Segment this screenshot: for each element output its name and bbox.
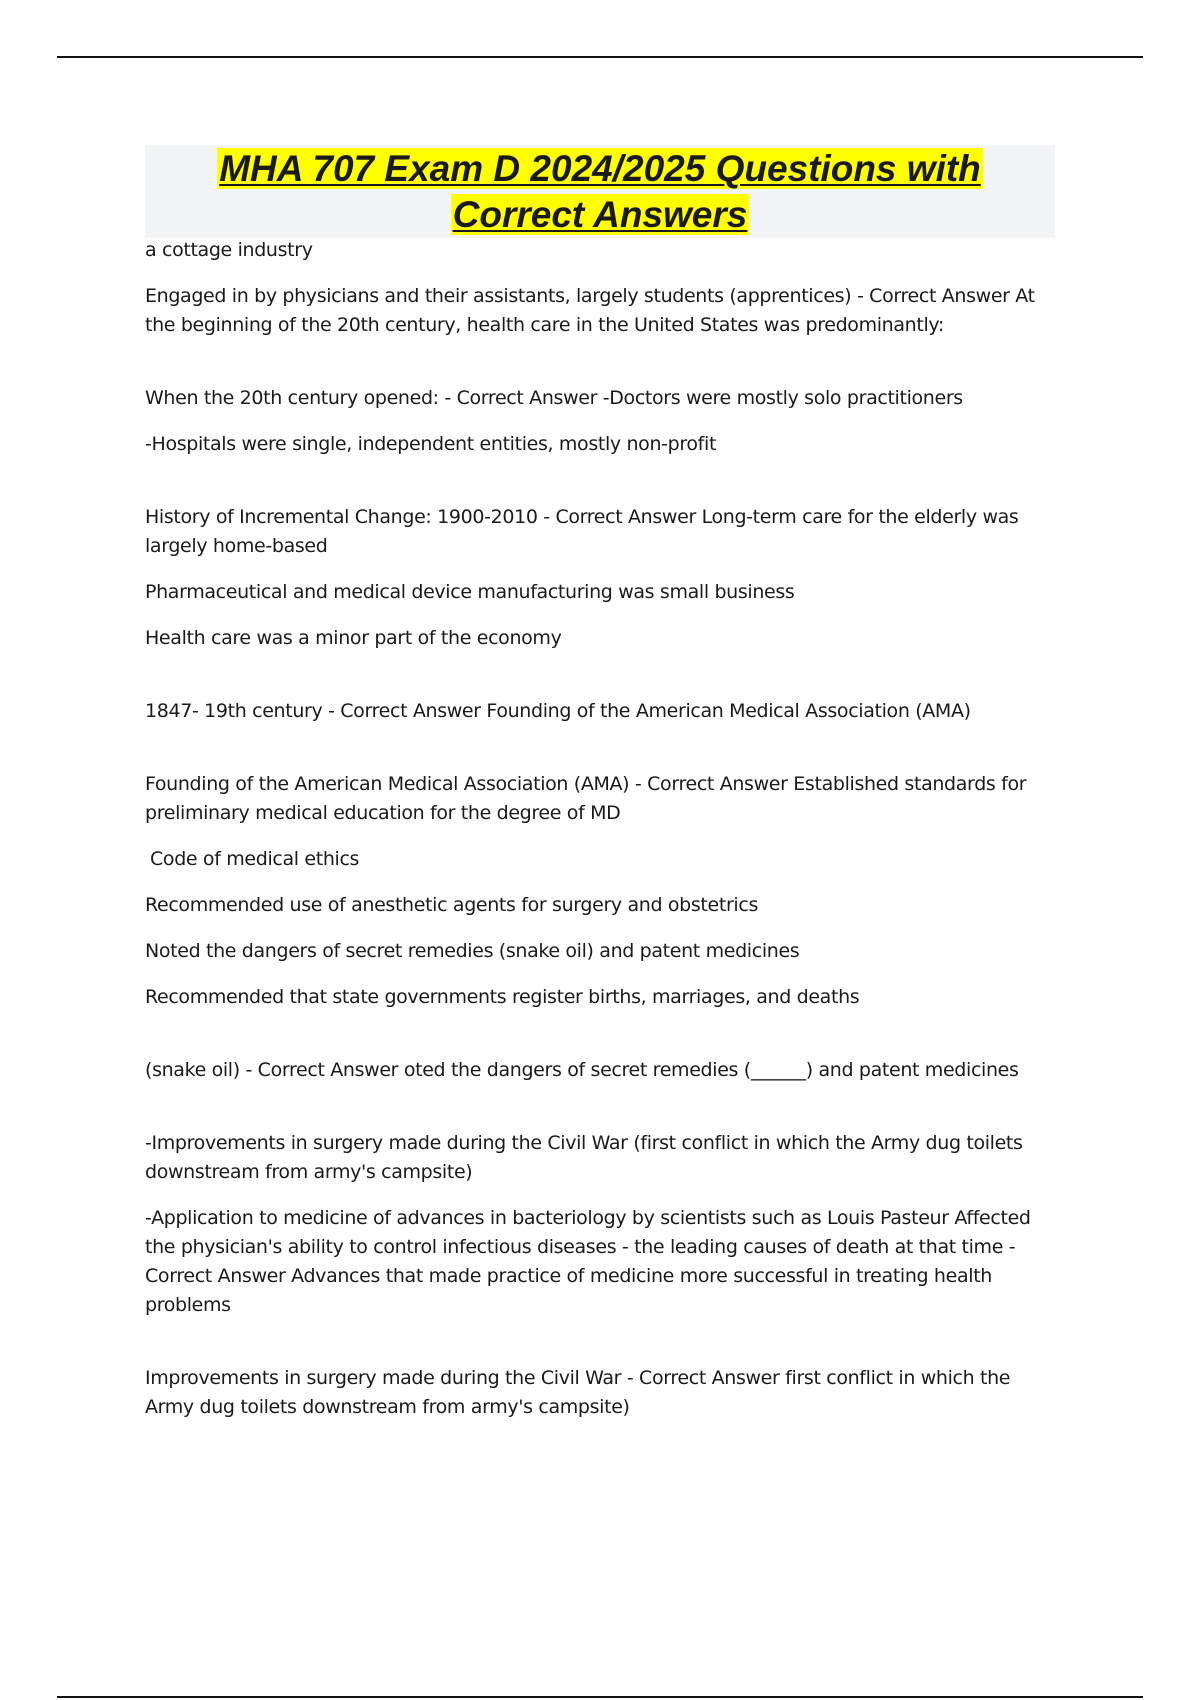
title-line-2: Correct Answers xyxy=(452,194,748,235)
bottom-rule xyxy=(57,1696,1143,1698)
paragraph: Pharmaceutical and medical device manufacturing was small business xyxy=(145,581,795,603)
paragraph: 1847- 19th century - Correct Answer Founding of the American Medical Association (AMA) xyxy=(145,700,971,722)
paragraph: Code of medical ethics xyxy=(150,848,360,870)
paragraph: Improvements in surgery made during the Civil War - Correct Answer first conflict in which the Army dug toilets downstream from army's campsite) xyxy=(145,1367,1011,1418)
paragraph: -Hospitals were single, independent entities, mostly non-profit xyxy=(145,433,717,455)
paragraph: -Application to medicine of advances in bacteriology by scientists such as Louis Pasteur Affected the physician's ability to control infectious diseases - the leading causes of death at that time - Correct Answer Advances that made practice of medicine more successful in treating health problems xyxy=(145,1207,1031,1316)
paragraph: Recommended use of anesthetic agents for surgery and obstetrics xyxy=(145,894,758,916)
paragraph: Founding of the American Medical Association (AMA) - Correct Answer Established standards for preliminary medical education for the degree of MD xyxy=(145,773,1027,824)
top-rule xyxy=(57,56,1143,58)
paragraph: Engaged in by physicians and their assistants, largely students (apprentices) - Correct Answer At the beginning of the 20th century, health care in the United States was predominantly: xyxy=(145,285,1035,336)
paragraph: History of Incremental Change: 1900-2010 - Correct Answer Long-term care for the elderly was largely home-based xyxy=(145,506,1019,557)
paragraph: a cottage industry xyxy=(145,239,313,261)
paragraph: (snake oil) - Correct Answer oted the dangers of secret remedies (______) and patent medicines xyxy=(145,1059,1019,1081)
title-banner xyxy=(145,145,1055,238)
title-line-1: MHA 707 Exam D 2024/2025 Questions with xyxy=(219,148,981,189)
paragraph: When the 20th century opened: - Correct Answer -Doctors were mostly solo practitioners xyxy=(145,387,963,409)
paragraph: -Improvements in surgery made during the Civil War (first conflict in which the Army dug toilets downstream from army's campsite) xyxy=(145,1132,1023,1183)
document-body xyxy=(145,236,1045,1439)
paragraph: Recommended that state governments register births, marriages, and deaths xyxy=(145,986,860,1008)
paragraph: Health care was a minor part of the economy xyxy=(145,627,562,649)
paragraph: Noted the dangers of secret remedies (snake oil) and patent medicines xyxy=(145,940,800,962)
